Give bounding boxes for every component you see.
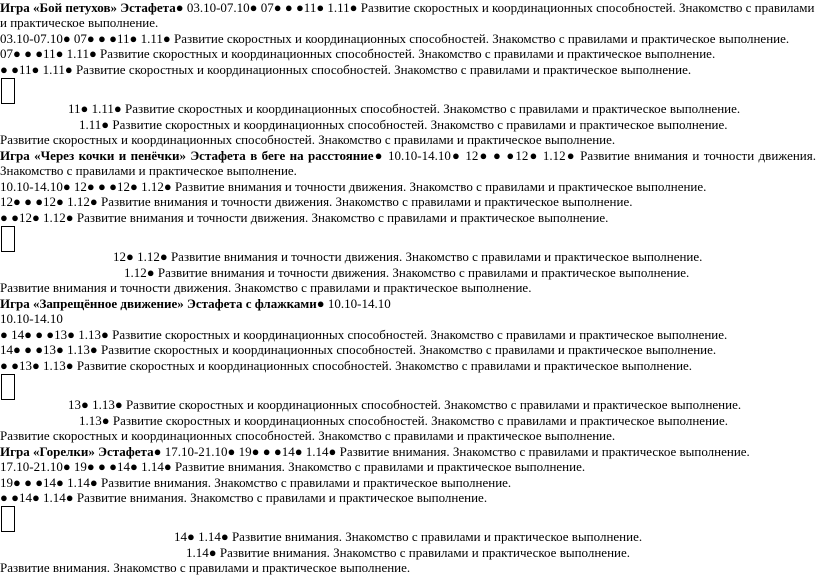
block1-after-3: Развитие скоростных и координационных способностей. Знакомство с правилами и практическое выполнение. xyxy=(0,132,616,147)
block1-heading xyxy=(0,0,816,15)
block3-line-2: 14● ● ●13● 1.13● Развитие скоростных и координационных способностей. Знакомство с правилами и практическое выполнение. xyxy=(0,342,717,357)
block1-line-2: 07● ● ●11● 1.11● Развитие скоростных и координационных способностей. Знакомство с правилами и практическое выполнение. xyxy=(0,46,716,61)
block2-after-2: 1.12● Развитие внимания и точности движения. Знакомство с правилами и практическое выполнение. xyxy=(124,265,690,280)
block4-heading-cont: 17.10-21.10● 19● ● ●14● 1.14● Развитие внимания. Знакомство с правилами и практическое выполнение. xyxy=(0,459,586,474)
block4-after-1: 14● 1.14● Развитие внимания. Знакомство с правилами и практическое выполнение. xyxy=(174,529,643,544)
block2-embedded-frame xyxy=(1,226,15,252)
block2-line-2: 12● ● ●12● 1.12● Развитие внимания и точности движения. Знакомство с правилами и практическое выполнение. xyxy=(0,194,633,209)
block4-embedded-frame xyxy=(1,506,15,532)
block1-heading-rest: 03.10-07.10● 07● ● ●11● 1.11● Развитие скоростных и координационных способностей. Знакомство с правилами xyxy=(183,0,815,15)
block2-line-1: 10.10-14.10● 12● ● ●12● 1.12● Развитие внимания и точности движения. Знакомство с правилами и практическое выполнение. xyxy=(0,179,707,194)
block1-embedded-frame xyxy=(1,78,15,104)
block2-heading xyxy=(0,148,816,163)
block4-after-3: Развитие внимания. Знакомство с правилами и практическое выполнение. xyxy=(0,560,411,575)
block2-heading-cont: Знакомство с правилами и практическое выполнение. xyxy=(0,163,297,178)
block3-after-3: Развитие скоростных и координационных способностей. Знакомство с правилами и практическое выполнение. xyxy=(0,428,616,443)
block3-heading-rest: 10.10-14.10 xyxy=(324,296,391,311)
block3-heading-cont: 10.10-14.10 xyxy=(0,311,63,326)
block4-line-2: ● ●14● 1.14● Развитие внимания. Знакомство с правилами и практическое выполнение. xyxy=(0,490,488,505)
block4-after-2: 1.14● Развитие внимания. Знакомство с правилами и практическое выполнение. xyxy=(186,545,631,560)
block1-line-3: ● ●11● 1.11● Развитие скоростных и координационных способностей. Знакомство с правилами и практическое выполнение. xyxy=(0,62,692,77)
block4-heading xyxy=(0,444,816,459)
block1-line-1: 03.10-07.10● 07● ● ●11● 1.11● Развитие скоростных и координационных способностей. Знакомство с правилами и практическое выполнение. xyxy=(0,31,790,46)
block2-heading-bold: Игра «Через кочки и пенёчки» Эстафета в беге на расстояние● xyxy=(0,148,384,163)
block3-after-2: 1.13● Развитие скоростных и координационных способностей. Знакомство с правилами и практическое выполнение. xyxy=(79,413,728,428)
block3-heading-bold: Игра «Запрещённое движение» Эстафета с флажками● xyxy=(0,296,325,311)
block4-heading-rest: 17.10-21.10● 19● ● ●14● 1.14● Развитие внимания. Знакомство с правилами и практическое выполнение. xyxy=(161,444,750,459)
block1-heading-cont: и практическое выполнение. xyxy=(0,15,159,30)
block1-after-1: 11● 1.11● Развитие скоростных и координационных способностей. Знакомство с правилами и практическое выполнение. xyxy=(68,101,741,116)
block2-heading-rest: 10.10-14.10● 12● ● ●12● 1.12● Развитие внимания и точности движения. xyxy=(383,148,816,163)
block3-embedded-frame xyxy=(1,374,15,400)
block3-line-1: ● 14● ● ●13● 1.13● Развитие скоростных и координационных способностей. Знакомство с правилами и практическое выполнение. xyxy=(0,327,728,342)
block2-after-3: Развитие внимания и точности движения. Знакомство с правилами и практическое выполнение. xyxy=(0,280,532,295)
block1-after-2: 1.11● Развитие скоростных и координационных способностей. Знакомство с правилами и практическое выполнение. xyxy=(79,117,728,132)
block3-after-1: 13● 1.13● Развитие скоростных и координационных способностей. Знакомство с правилами и практическое выполнение. xyxy=(68,397,742,412)
block2-after-1: 12● 1.12● Развитие внимания и точности движения. Знакомство с правилами и практическое выполнение. xyxy=(113,249,703,264)
block3-line-3: ● ●13● 1.13● Развитие скоростных и координационных способностей. Знакомство с правилами и практическое выполнение. xyxy=(0,358,693,373)
block1-heading-bold: Игра «Бой петухов» Эстафета● xyxy=(0,0,184,15)
block2-line-3: ● ●12● 1.12● Развитие внимания и точности движения. Знакомство с правилами и практическое выполнение. xyxy=(0,210,609,225)
block4-heading-bold: Игра «Горелки» Эстафета● xyxy=(0,444,162,459)
block4-line-1: 19● ● ●14● 1.14● Развитие внимания. Знакомство с правилами и практическое выполнение. xyxy=(0,475,512,490)
block3-heading xyxy=(0,296,816,311)
